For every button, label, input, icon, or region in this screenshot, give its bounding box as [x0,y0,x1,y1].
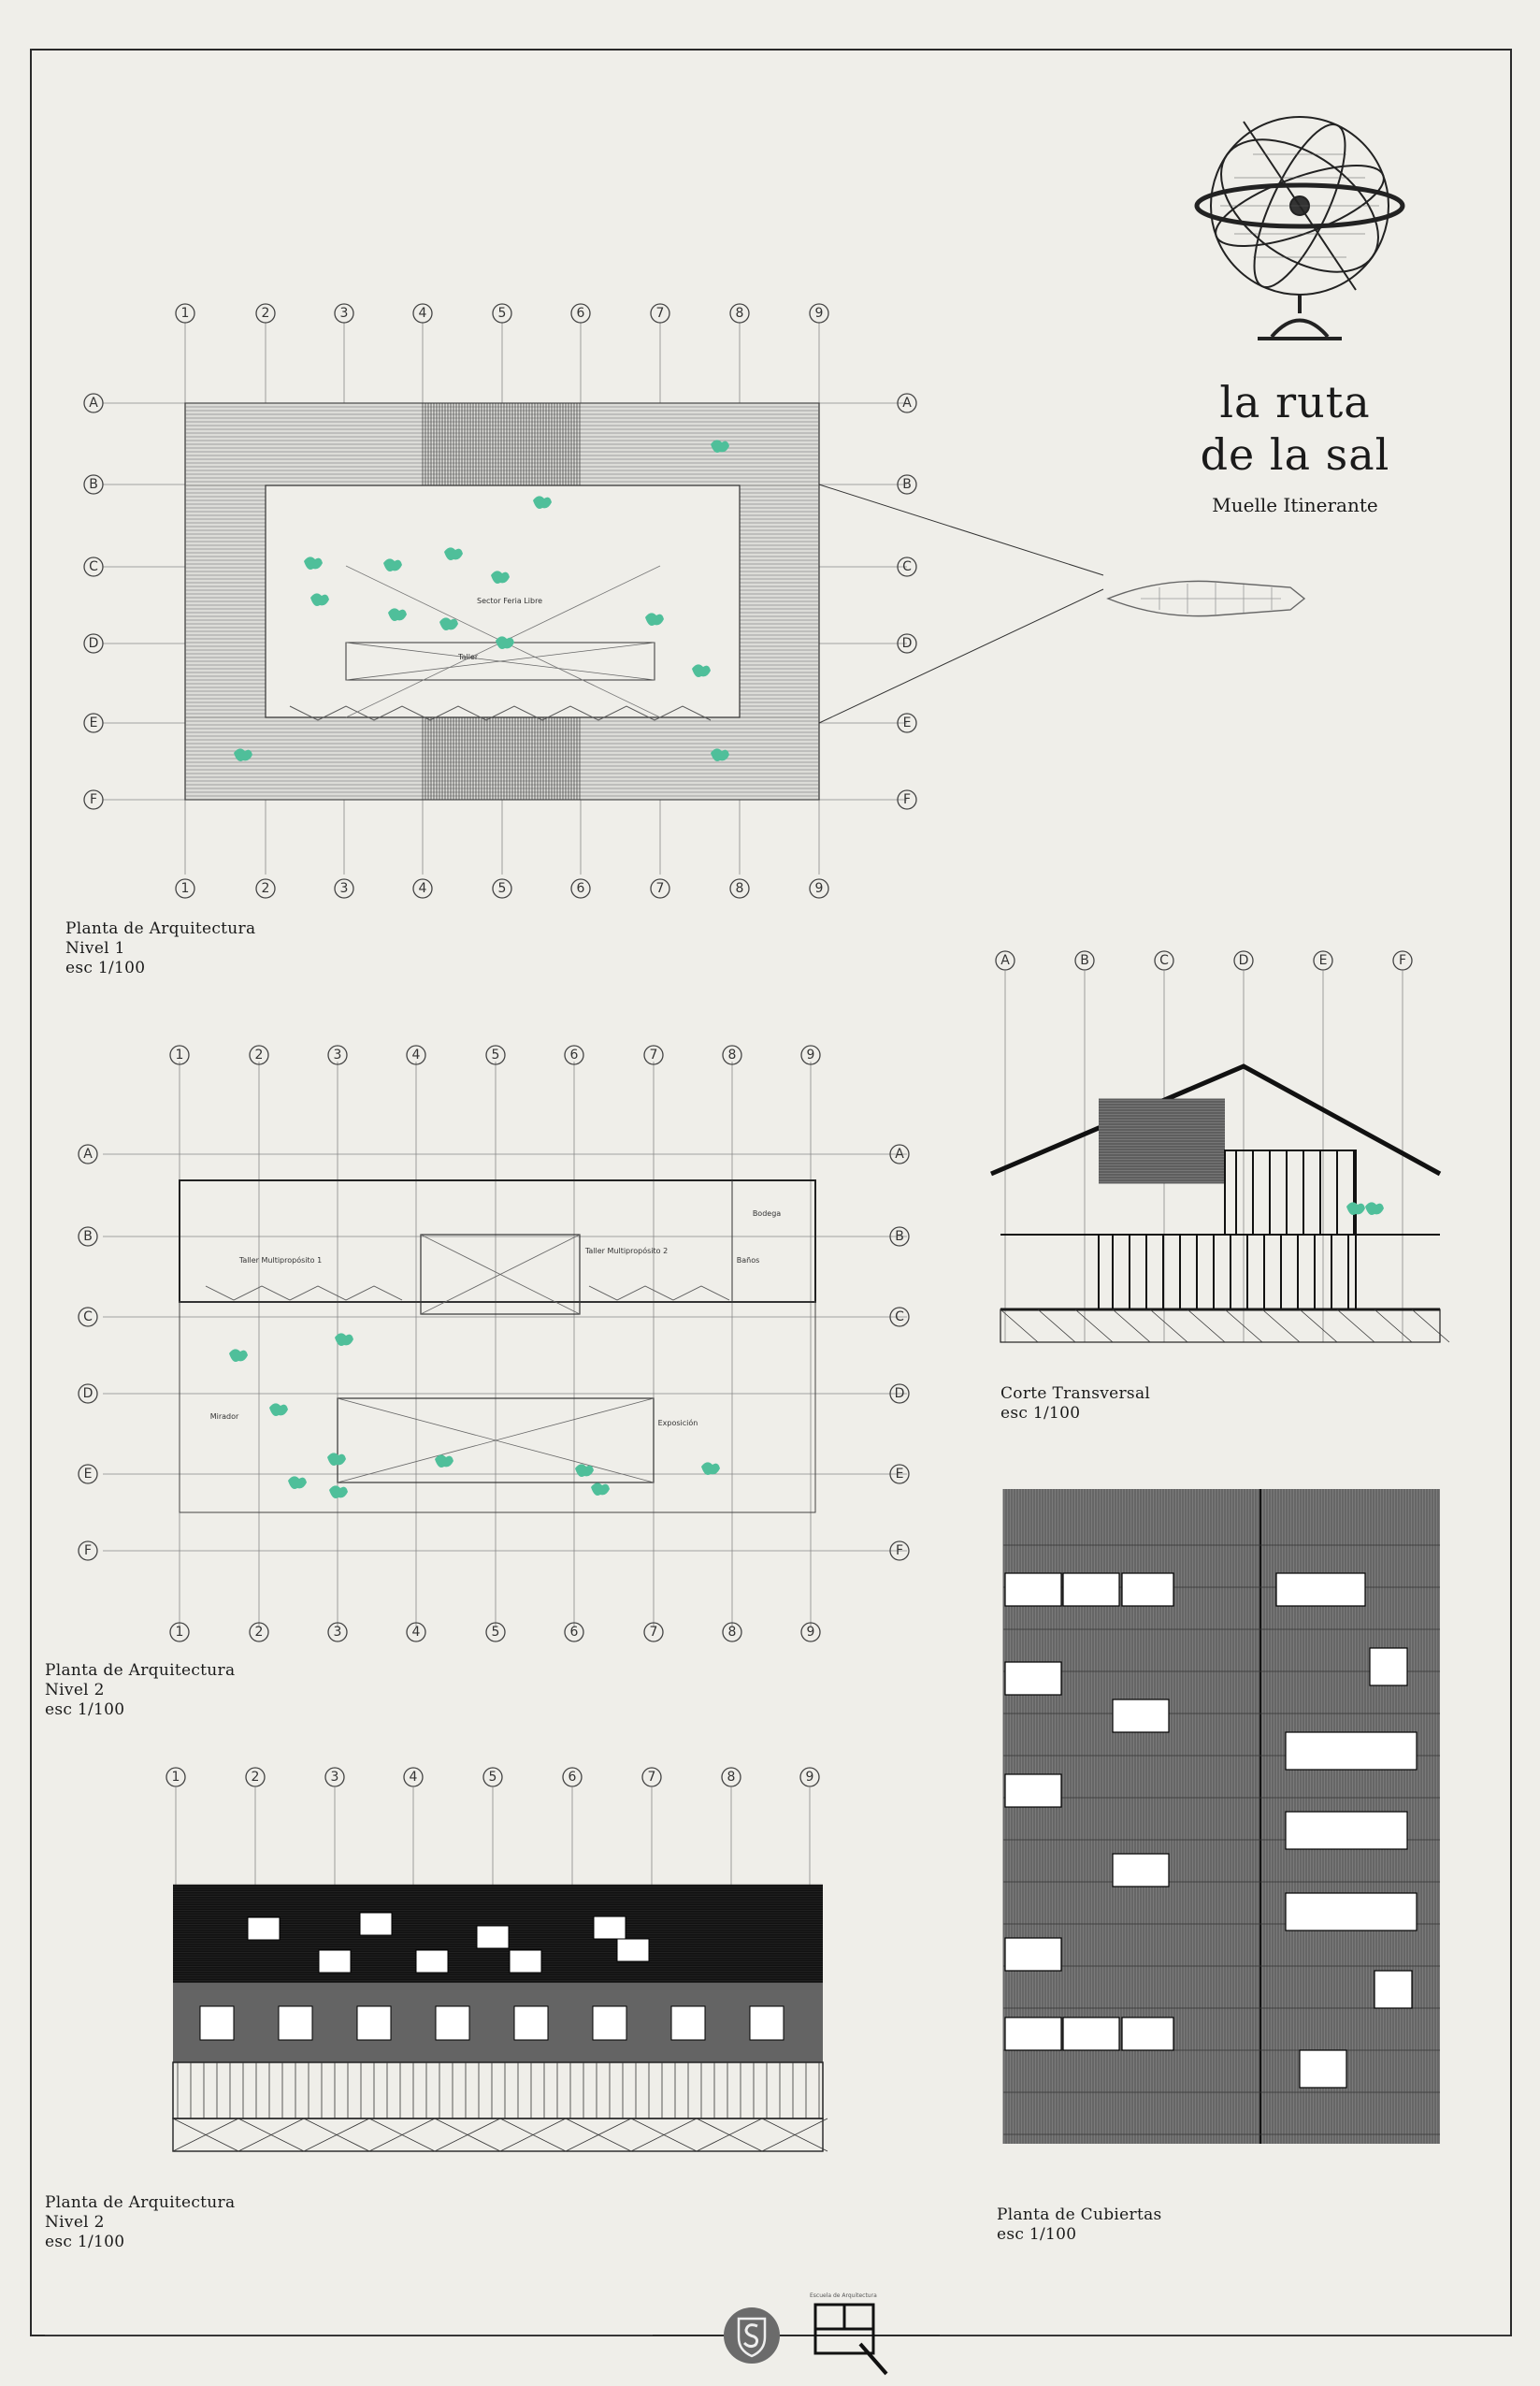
grid-bubble-bottom-2 [256,879,275,898]
grid-bubble-9 [800,1768,819,1786]
grid-bubble-bottom-5 [493,879,511,898]
caption-section-scale: esc 1/100 [1000,1404,1081,1423]
grid-bubble-top-4 [407,1046,425,1064]
caption-plan-level-1-name: Planta de Arquitectura [65,919,256,938]
grid-bubble-label: 8 [727,1770,736,1785]
grid-bubble-label: 9 [805,1770,814,1785]
grid-bubble-label: 5 [497,881,507,896]
roof-skylight-3 [416,1950,448,1973]
grid-bubble-bottom-7 [644,1623,663,1641]
grid-bubble-label: 6 [568,1770,577,1785]
grid-bubble-top-1 [176,304,194,323]
elevation-drawing [159,1763,832,2184]
grid-bubble-label: 4 [411,1625,421,1640]
pier-brace [1374,1309,1412,1342]
grid-bubble-left-C [84,557,103,576]
grid-bubble-left-D [79,1384,97,1403]
pier-brace [1150,1309,1187,1342]
grid-bubble-bottom-1 [170,1623,189,1641]
grid-lines [176,1786,810,1885]
grid-bubble-label: 1 [180,306,190,321]
pier-brace [1038,1309,1075,1342]
grid-bubble-7 [642,1768,661,1786]
caption-roof-name: Planta de Cubiertas [997,2205,1162,2224]
grid-bubble-label: E [89,716,98,730]
grid-bubble-label: 8 [735,306,744,321]
caption-elevation-name: Planta de Arquitectura [45,2193,236,2212]
room-label-2: Bodega [752,1209,782,1218]
grid-bubble-left-F [84,790,103,809]
grid-bubble-left-A [79,1145,97,1164]
grid-bubble-label: 9 [814,306,824,321]
grid-bubble-label: 2 [254,1625,264,1640]
grid-bubble-label: B [89,477,98,492]
grid-bubble-label: A [89,396,98,411]
grid-bubble-label: C [902,559,912,574]
grid-bubble-label: 8 [735,881,744,896]
cross-section-drawing [991,949,1449,1361]
grid-bubble-label: D [1238,953,1249,968]
grid-bubble-label: C [83,1309,93,1324]
grid-bubble-1 [166,1768,185,1786]
armillary-sphere-icon [1169,103,1431,346]
grid-bubble-C [1155,951,1173,970]
person-figure-icon [591,1482,610,1496]
grid-bubble-label: 9 [806,1625,815,1640]
grid-bubble-2 [246,1768,265,1786]
grid-bubble-bottom-4 [407,1623,425,1641]
person-figure-icon [575,1464,594,1477]
caption-plan-level-2-scale: esc 1/100 [45,1700,125,1719]
person-figure-icon [327,1453,346,1466]
university-shield-icon [722,2306,782,2365]
facade-window-0 [200,2006,234,2040]
grid-bubble-label: 4 [418,306,427,321]
grid-bubble-left-B [84,475,103,494]
caption-elevation-scale: esc 1/100 [45,2233,125,2251]
grid-bubble-top-3 [328,1046,347,1064]
caption-roof-scale: esc 1/100 [997,2225,1077,2244]
grid-bubble-bottom-7 [651,879,669,898]
caption-plan-level-1-level: Nivel 1 [65,939,125,958]
grid-bubble-label: 2 [251,1770,260,1785]
grid-bubble-top-8 [723,1046,741,1064]
roof-skylight-4 [477,1926,509,1948]
facade-window-3 [436,2006,469,2040]
grid-bubble-bottom-8 [723,1623,741,1641]
grid-bubble-top-9 [801,1046,820,1064]
grid-bubble-top-3 [335,304,353,323]
grid-bubble-E [1314,951,1332,970]
room-label-0: Taller Multipropósito 1 [238,1256,323,1265]
svg-text:Escuela de Arquitectura: Escuela de Arquitectura [810,2292,877,2299]
grid-bubble-label: 8 [727,1625,737,1640]
roof-skylight-11 [1276,1573,1365,1606]
grid-bubble-label: 4 [411,1048,421,1063]
grid-bubble-B [1075,951,1094,970]
grid-bubble-D [1234,951,1253,970]
person-figure-icon [288,1476,307,1489]
grid-bubble-8 [722,1768,741,1786]
grid-bubble-label: 3 [339,306,349,321]
facade-window-4 [514,2006,548,2040]
grid-bubble-left-C [79,1308,97,1326]
caption-section [1000,1384,1150,1424]
roof-skylight-17 [1300,2050,1346,2088]
grid-bubble-label: E [902,716,912,730]
label-taller: Taller [458,653,479,661]
ground-floor [173,2062,823,2118]
grid-bubble-label: E [895,1467,904,1482]
roof-skylight-10 [1122,2017,1173,2050]
grid-lines [103,1062,907,1627]
caption-plan-level-1-scale: esc 1/100 [65,959,146,977]
roof-skylight-13 [1286,1732,1417,1770]
grid-bubble-label: 5 [491,1625,500,1640]
grid-bubble-left-A [84,394,103,412]
grid-bubble-top-5 [486,1046,505,1064]
grid-bubble-label: C [89,559,98,574]
grid-bubble-A [996,951,1015,970]
grid-bubble-label: 2 [254,1048,264,1063]
boat-icon [1103,571,1309,627]
pier-brace [1337,1309,1374,1342]
project-title-line1: la ruta [1219,377,1371,427]
grid-bubble-bottom-8 [730,879,749,898]
caption-plan-level-1 [65,919,255,978]
grid-bubble-label: 9 [814,881,824,896]
grid-bubble-bottom-4 [413,879,432,898]
roof-skylight-8 [1005,2017,1061,2050]
roof-skylight-5 [1005,1774,1061,1807]
person-figure-icon [435,1454,453,1468]
roof-skylight-5 [617,1939,649,1961]
grid-bubble-top-6 [571,304,590,323]
zigzag-upper-left [206,1286,402,1300]
grid-bubble-bottom-6 [571,879,590,898]
roof-skylight-3 [1005,1662,1061,1695]
grid-bubble-label: 6 [576,306,585,321]
grid-bubble-label: 5 [497,306,507,321]
caption-section-name: Corte Transversal [1000,1384,1151,1403]
facade-window-2 [357,2006,391,2040]
person-figure-icon [329,1485,348,1498]
room-label-5: Exposición [657,1419,698,1427]
grid-bubble-label: F [1398,953,1407,968]
grid-bubble-bottom-2 [250,1623,268,1641]
grid-bubble-label: A [1000,953,1010,968]
grid-bubble-top-5 [493,304,511,323]
upper-rooms-block [180,1180,815,1302]
roof-skylight-0 [248,1917,280,1940]
pier-brace [1300,1309,1337,1342]
grid-bubble-label: 7 [649,1048,658,1063]
roof-skylight-4 [1113,1699,1169,1732]
plan-level-1 [65,295,944,912]
grid-bubble-label: F [902,792,912,807]
grid-bubble-top-8 [730,304,749,323]
pier-brace [1412,1309,1449,1342]
grid-bubble-label: D [901,636,913,651]
facade-window-5 [593,2006,626,2040]
grid-bubble-bottom-5 [486,1623,505,1641]
person-figure-icon [1365,1202,1384,1215]
pier-brace [1075,1309,1113,1342]
grid-bubble-label: 1 [175,1625,184,1640]
facade-window-7 [750,2006,784,2040]
grid-bubble-label: 4 [418,881,427,896]
caption-elevation-level: Nivel 2 [45,2213,105,2232]
roof-skylight-7 [1005,1938,1061,1971]
grid-bubble-label: A [83,1147,93,1162]
grid-bubble-left-E [79,1465,97,1483]
grid-bubble-label: 4 [409,1770,418,1785]
grid-bubble-label: 7 [655,881,665,896]
grid-bubble-top-6 [565,1046,583,1064]
grid-bubble-label: F [89,792,98,807]
grid-bubble-label: 7 [655,306,665,321]
person-figure-icon [269,1403,288,1416]
grid-bubble-left-E [84,714,103,732]
grid-bubble-label: B [83,1229,93,1244]
school-logo-icon [804,2290,898,2383]
grid-bubble-label: B [902,477,912,492]
grid-bubble-label: 6 [576,881,585,896]
grid-bubble-left-B [79,1227,97,1246]
grid-bubble-bottom-9 [801,1623,820,1641]
grid-bubble-label: 3 [330,1770,339,1785]
label-sector-feria: Sector Feria Libre [477,597,543,605]
grid-bubble-label: 7 [647,1770,656,1785]
roof-skylight-1 [1063,1573,1119,1606]
grid-bubble-top-1 [170,1046,189,1064]
caption-roof [997,2205,1162,2245]
grid-bubble-top-7 [644,1046,663,1064]
grid-bubble-left-F [79,1541,97,1560]
grid-bubble-label: 1 [175,1048,184,1063]
roof-skylight-14 [1286,1812,1407,1849]
grid-bubble-label: E [1318,953,1328,968]
plan-level-2 [65,1038,944,1656]
grid-bubble-label: 7 [649,1625,658,1640]
pier-brace [1187,1309,1225,1342]
grid-bubble-label: B [895,1229,904,1244]
roof-skylight-2 [319,1950,351,1973]
grid-bubble-label: 3 [333,1625,342,1640]
grid-bubble-bottom-1 [176,879,194,898]
grid-bubble-bottom-6 [565,1623,583,1641]
roof-skylight-12 [1370,1648,1407,1685]
room-label-3: Baños [736,1256,760,1265]
grid-bubble-label: 2 [261,881,270,896]
grid-bubble-label: E [83,1467,93,1482]
grid-bubble-4 [404,1768,423,1786]
grid-bubble-left-D [84,634,103,653]
grid-bubble-label: 6 [569,1625,579,1640]
lower-glazing [1099,1235,1356,1309]
grid-bubble-label: 9 [806,1048,815,1063]
grid-bubble-3 [325,1768,344,1786]
caption-plan-level-2 [45,1661,235,1720]
room-label-4: Mirador [209,1412,239,1421]
grid-bubble-label: D [894,1386,905,1401]
pier-brace [1113,1309,1150,1342]
roof-skylight-9 [1063,2017,1119,2050]
grid-bubble-top-2 [256,304,275,323]
pier-brace [1000,1309,1038,1342]
roof-skylight-16 [1374,1971,1412,2008]
roof-plan-drawing [1003,1489,1440,2144]
grid-bubble-label: B [1080,953,1089,968]
grid-bubble-label: D [88,636,99,651]
project-title [1169,376,1421,481]
room-label-1: Taller Multipropósito 2 [584,1247,669,1255]
grid-bubble-label: D [82,1386,94,1401]
facade-window-6 [671,2006,705,2040]
person-figure-icon [1346,1202,1365,1215]
grid-bubble-label: 3 [339,881,349,896]
grid-bubble-top-2 [250,1046,268,1064]
caption-plan-level-2-level: Nivel 2 [45,1681,105,1699]
grid-bubble-label: C [1159,953,1169,968]
roof-skylight-0 [1005,1573,1061,1606]
caption-elevation [45,2193,235,2252]
pier-base [1000,1309,1440,1342]
person-figure-icon [701,1462,720,1475]
caption-plan-level-2-name: Planta de Arquitectura [45,1661,236,1680]
grid-bubble-label: 6 [569,1048,579,1063]
roof-skylight-2 [1122,1573,1173,1606]
grid-bubble-5 [483,1768,502,1786]
grid-bubble-label: 5 [488,1770,497,1785]
facade-window-1 [279,2006,312,2040]
roof-skylight-15 [1286,1893,1417,1930]
grid-bubble-6 [563,1768,582,1786]
grid-bubble-label: 1 [171,1770,180,1785]
grid-bubble-label: 2 [261,306,270,321]
project-title-line2: de la sal [1200,429,1390,480]
grid-bubble-bottom-3 [335,879,353,898]
project-subtitle: Muelle Itinerante [1212,494,1378,516]
grid-bubble-label: F [895,1543,904,1558]
grid-bubble-label: A [895,1147,904,1162]
pier-brace [1262,1309,1300,1342]
roof-skylight-6 [1113,1854,1169,1887]
roof-skylight-6 [594,1916,626,1939]
roof-skylight-7 [510,1950,541,1973]
grid-bubble-label: 5 [491,1048,500,1063]
grid-bubble-label: 1 [180,881,190,896]
grid-bubble-bottom-9 [810,879,828,898]
person-figure-icon [229,1349,248,1362]
grid-bubble-label: C [895,1309,904,1324]
grid-bubble-top-9 [810,304,828,323]
grid-bubble-label: A [902,396,912,411]
zigzag-upper-right [589,1286,729,1300]
grid-bubble-top-7 [651,304,669,323]
grid-bubble-bottom-3 [328,1623,347,1641]
grid-bubble-label: 3 [333,1048,342,1063]
grid-bubble-top-4 [413,304,432,323]
roof-skylight-1 [360,1913,392,1935]
grid-bubble-label: F [83,1543,93,1558]
grid-bubble-F [1393,951,1412,970]
grid-bubble-label: 8 [727,1048,737,1063]
